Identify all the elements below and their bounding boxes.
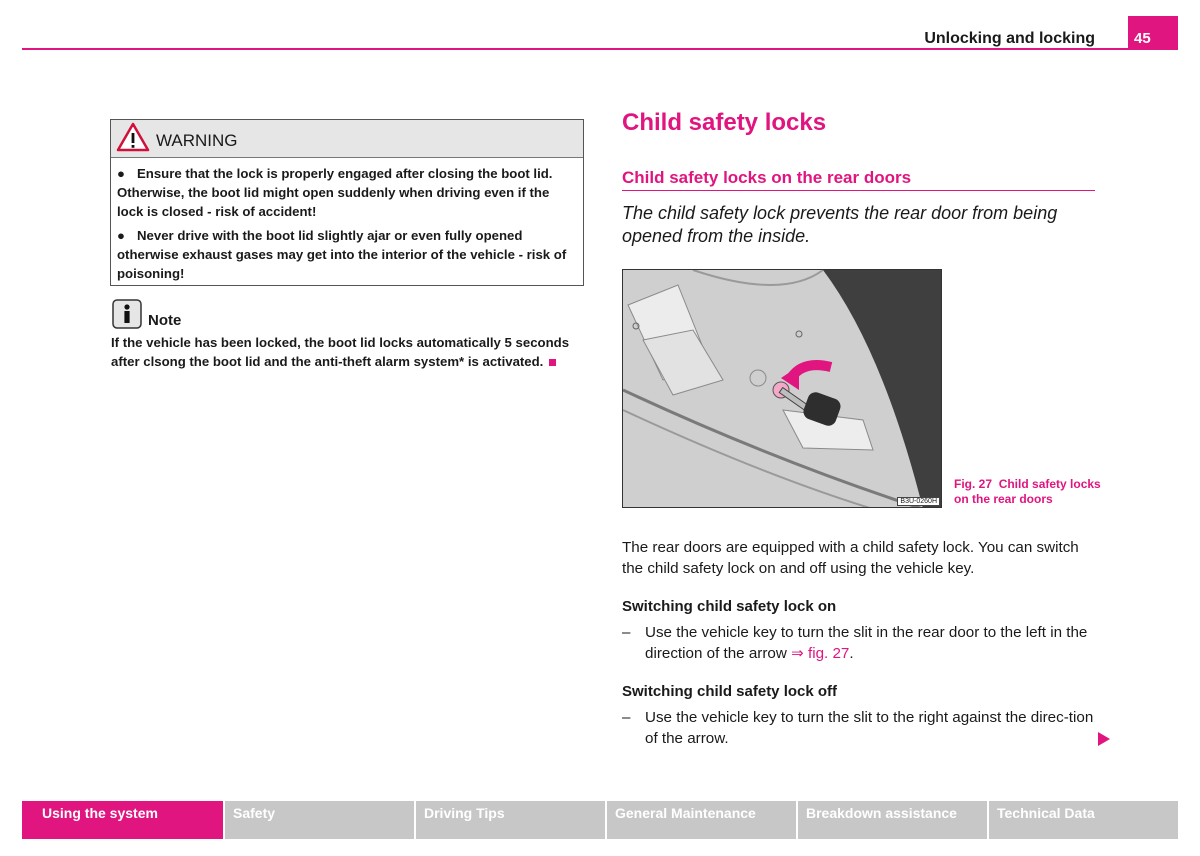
end-of-section-icon <box>549 359 556 366</box>
step-heading-off: Switching child safety lock off <box>622 683 838 700</box>
bullet-icon: ● <box>117 228 125 243</box>
tab-breakdown-assistance[interactable]: Breakdown assistance <box>798 801 987 839</box>
sub-heading-rule <box>622 190 1095 191</box>
header-rule <box>22 48 1178 50</box>
footer-nav <box>22 801 1178 839</box>
tab-driving-tips[interactable]: Driving Tips <box>416 801 605 839</box>
body-paragraph: The rear doors are equipped with a child safety lock. You can switch the child safety lock on and off using the vehicle key. <box>622 539 1079 577</box>
warning-item: ● Ensure that the lock is properly engaged after closing the boot lid. Otherwise, the boot lid might open suddenly when driving even if the lock is closed - risk of accident! <box>117 166 553 219</box>
door-illustration <box>623 270 942 508</box>
sub-heading: Child safety locks on the rear doors <box>622 168 912 187</box>
note-title: Note <box>148 312 182 329</box>
figure-code: B3U-0260H <box>897 497 940 506</box>
figure-child-lock <box>622 269 942 508</box>
main-heading: Child safety locks <box>622 109 827 136</box>
warning-triangle-icon <box>116 121 150 153</box>
dash: – <box>622 624 631 641</box>
step-off: – Use the vehicle key to turn the slit to the right against the direc-tion of the arrow. <box>622 709 1094 747</box>
warning-title: WARNING <box>156 131 238 150</box>
figure-caption: Fig. 27 Child safety locks on the rear doors <box>954 477 1101 506</box>
figure-reference-link[interactable]: ⇒ fig. 27 <box>791 645 850 662</box>
page-number: 45 <box>1128 16 1178 50</box>
step-on: – Use the vehicle key to turn the slit in the rear door to the left in the direction of the arrow ⇒ fig. 27. <box>622 624 1088 662</box>
info-icon <box>112 299 142 329</box>
tab-technical-data[interactable]: Technical Data <box>989 801 1178 839</box>
warning-item: ● Never drive with the boot lid slightly ajar or even fully opened otherwise exhaust gases may get into the interior of the vehicle - risk of poisoning! <box>117 228 567 281</box>
continue-arrow-icon[interactable] <box>1098 732 1110 746</box>
intro-text: The child safety lock prevents the rear door from being opened from the inside. <box>622 203 1058 246</box>
tab-general-maintenance[interactable]: General Maintenance <box>607 801 796 839</box>
dash: – <box>622 709 631 726</box>
note-text: If the vehicle has been locked, the boot lid locks automatically 5 seconds after clsong the boot lid and the anti-theft alarm system* is activated. <box>111 335 570 369</box>
warning-header <box>111 120 583 158</box>
tab-using-the-system[interactable]: Using the system <box>22 801 223 839</box>
warning-box <box>110 119 584 286</box>
section-title: Unlocking and locking <box>924 30 1095 47</box>
bullet-icon: ● <box>117 166 125 181</box>
step-heading-on: Switching child safety lock on <box>622 598 837 615</box>
tab-safety[interactable]: Safety <box>225 801 414 839</box>
